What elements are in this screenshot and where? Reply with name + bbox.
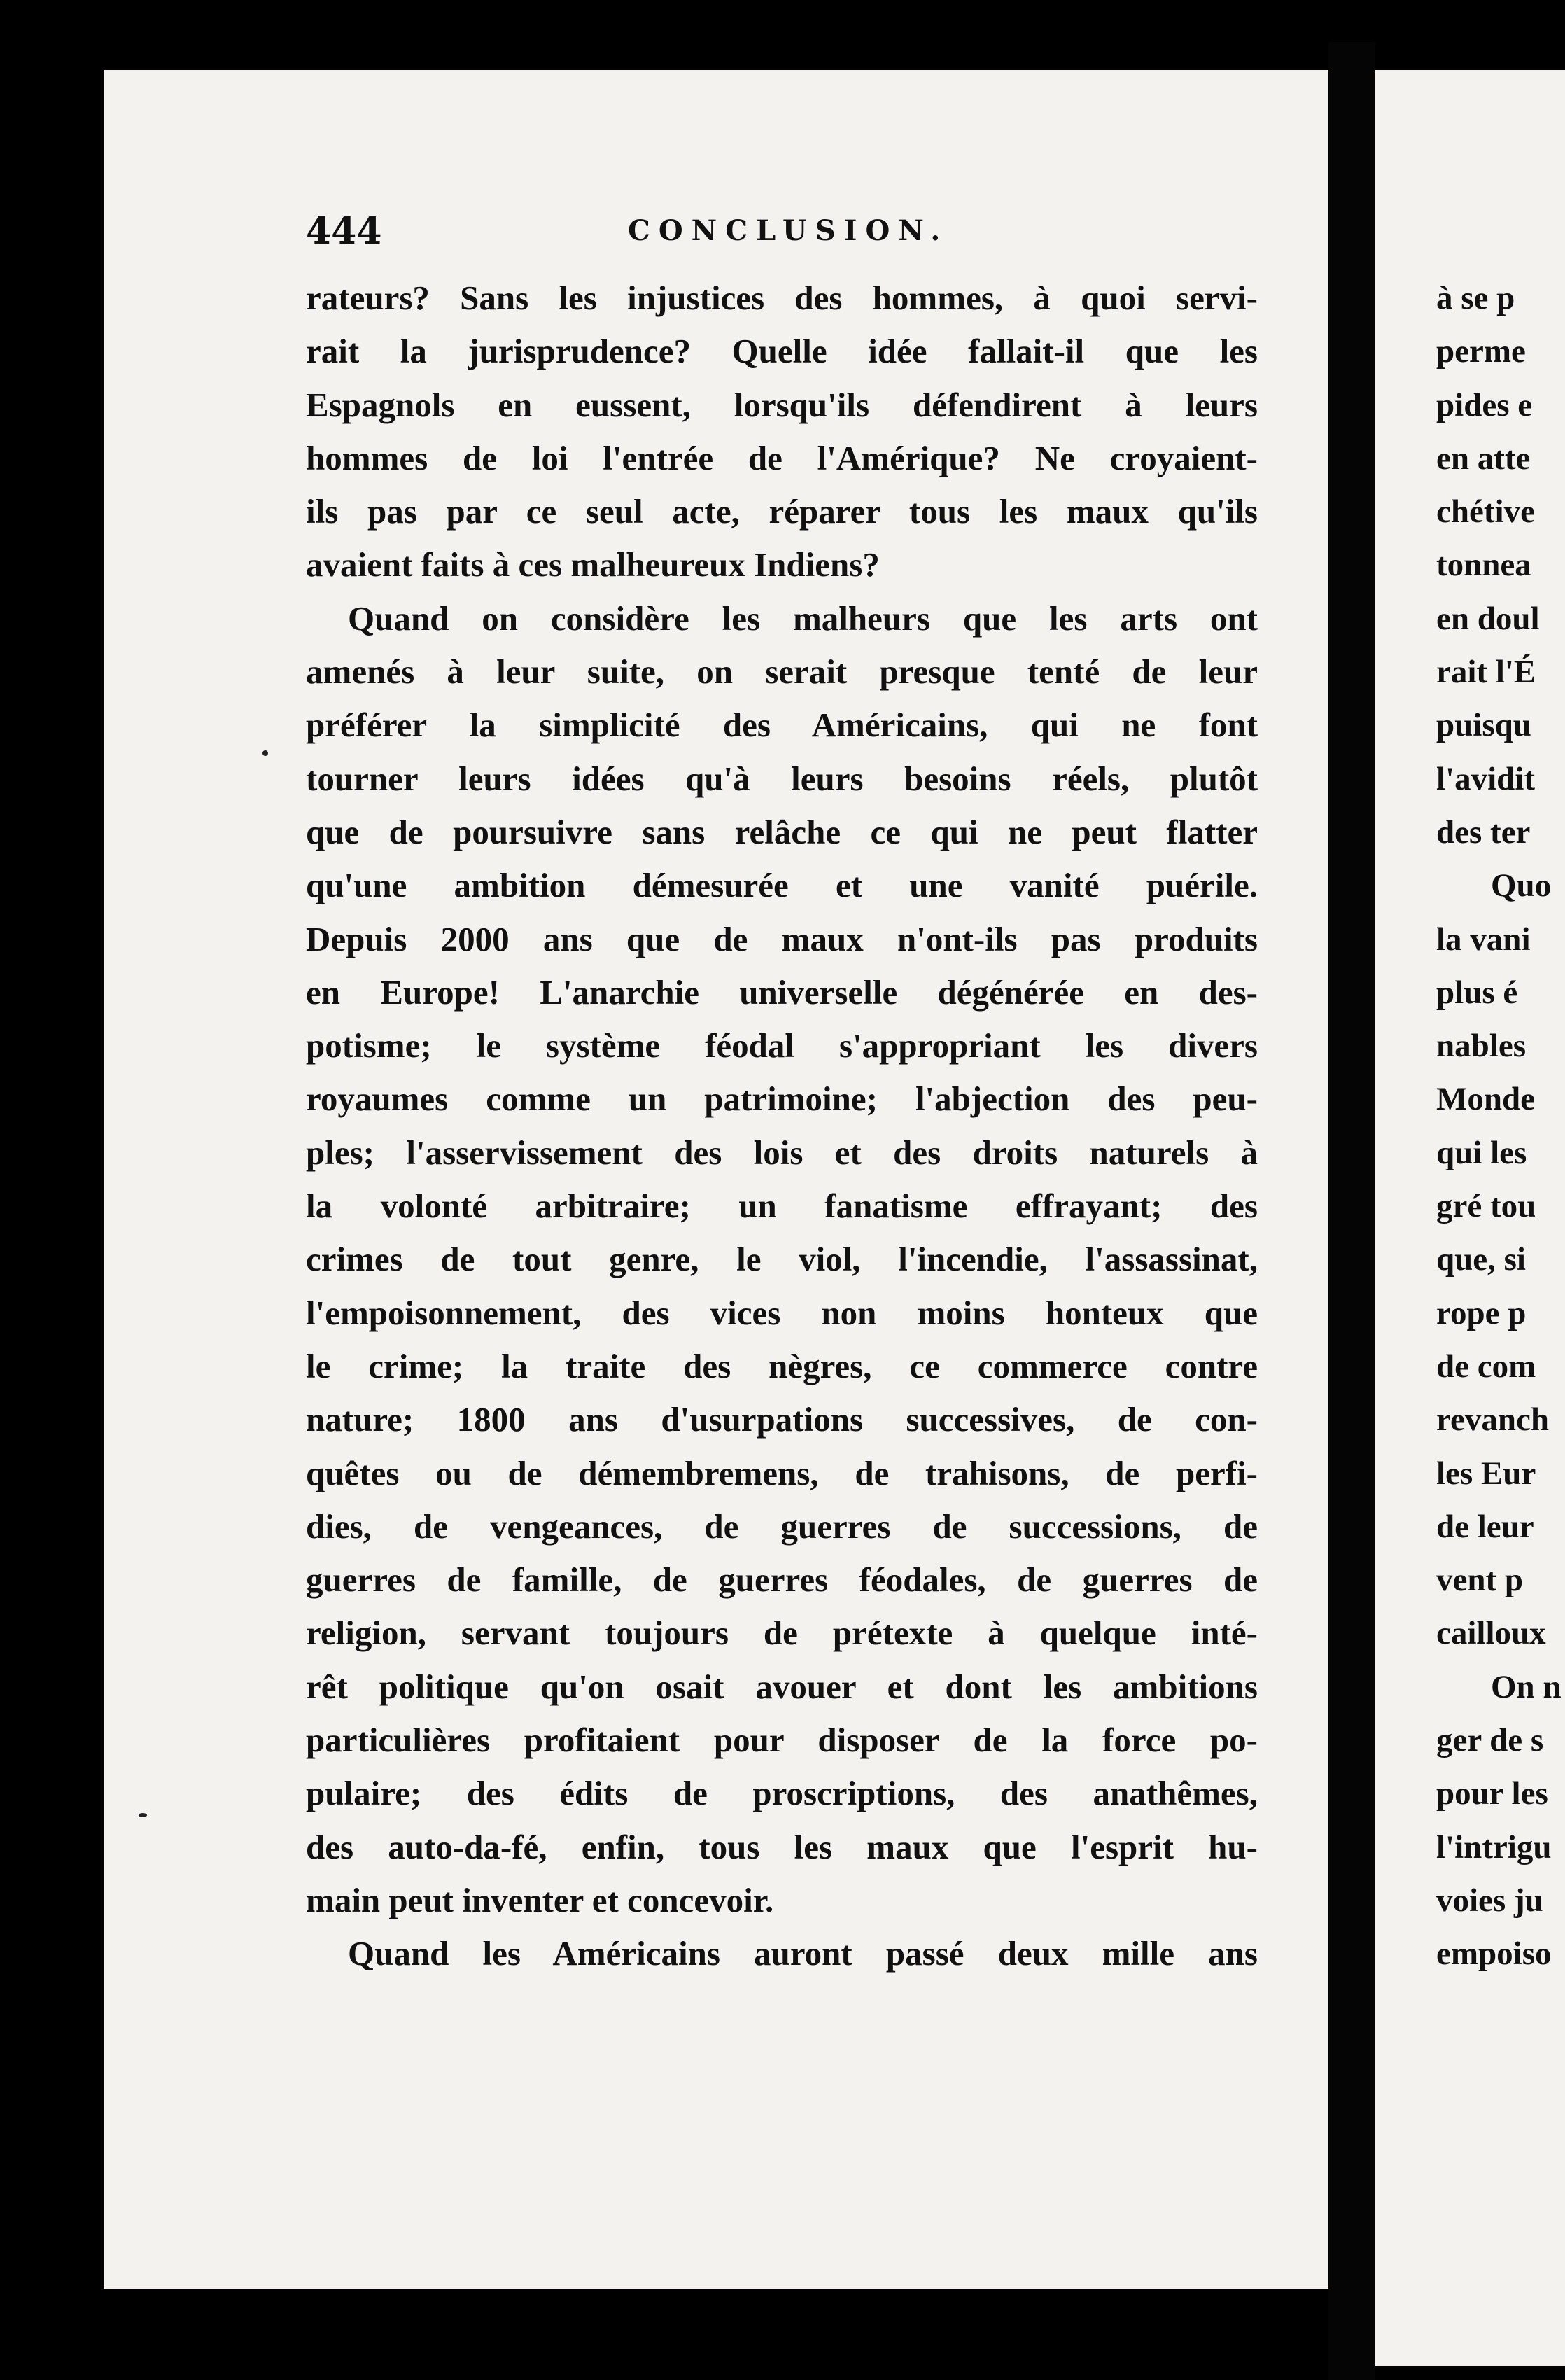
text-line: religion, servant toujours de prétexte à quelque inté-	[306, 1614, 1258, 1653]
text-line: crimes de tout genre, le viol, l'incendie, l'assassinat,	[306, 1240, 1258, 1279]
facing-text-line: l'avidit	[1436, 760, 1536, 797]
facing-text-line: cailloux	[1436, 1615, 1546, 1652]
facing-text-line: voies ju	[1436, 1882, 1543, 1919]
text-line: hommes de loi l'entrée de l'Amérique? Ne croyaient-	[306, 438, 1258, 477]
page-body-text	[306, 272, 1258, 1981]
text-line: royaumes comme un patrimoine; l'abjection des peu-	[306, 1079, 1258, 1119]
facing-text-line: Quo	[1491, 867, 1552, 904]
facing-text-line: l'intrigu	[1436, 1828, 1552, 1865]
facing-text-line: en atte	[1436, 440, 1531, 477]
text-line: Espagnols en eussent, lorsqu'ils défendirent à leurs	[306, 385, 1258, 424]
facing-text-line: nables	[1436, 1028, 1526, 1065]
text-line: que de poursuivre sans relâche ce qui ne peut flatter	[306, 812, 1258, 851]
text-line: dies, de vengeances, de guerres de successions, de	[306, 1506, 1258, 1546]
facing-text-line: rait l'É	[1436, 654, 1536, 691]
facing-text-line: plus é	[1436, 974, 1518, 1011]
facing-text-line: rope p	[1436, 1294, 1527, 1331]
facing-page-text-fragment	[1436, 272, 1565, 1981]
text-line: amenés à leur suite, on serait presque tenté de leur	[306, 652, 1258, 692]
text-line: ils pas par ce seul acte, réparer tous les maux qu'ils	[306, 492, 1258, 531]
text-line: pulaire; des édits de proscriptions, des anathêmes,	[306, 1774, 1258, 1813]
facing-text-line: pides e	[1436, 386, 1533, 424]
text-line: main peut inventer et concevoir.	[306, 1880, 774, 1919]
facing-text-line: empoiso	[1436, 1935, 1552, 1973]
facing-text-line: chétive	[1436, 493, 1535, 531]
running-title: CONCLUSION.	[628, 214, 949, 247]
text-line: guerres de famille, de guerres féodales, de guerres de	[306, 1560, 1258, 1600]
facing-text-line: les Eur	[1436, 1455, 1536, 1492]
ink-speck	[139, 1813, 147, 1817]
text-line: en Europe! L'anarchie universelle dégénérée en des-	[306, 972, 1258, 1011]
text-line: qu'une ambition démesurée et une vanité puérile.	[306, 866, 1258, 905]
facing-text-line: pour les	[1436, 1775, 1548, 1812]
facing-text-line: perme	[1436, 333, 1526, 370]
facing-text-line: vent p	[1436, 1562, 1524, 1599]
text-line: préférer la simplicité des Américains, qui ne font	[306, 706, 1258, 745]
text-line: l'empoisonnement, des vices non moins honteux que	[306, 1293, 1258, 1332]
text-line: avaient faits à ces malheureux Indiens?	[306, 545, 880, 584]
facing-text-line: que, si	[1436, 1241, 1526, 1278]
facing-text-line: des ter	[1436, 813, 1531, 850]
book-gutter	[1328, 42, 1375, 2380]
facing-text-line: Monde	[1436, 1081, 1535, 1118]
text-line: Quand on considère les malheurs que les arts ont	[348, 598, 1258, 638]
text-line: nature; 1800 ans d'usurpations successives, de con-	[306, 1400, 1258, 1439]
facing-text-line: ger de s	[1436, 1722, 1544, 1759]
text-line: rêt politique qu'on osait avouer et dont les ambitions	[306, 1667, 1258, 1706]
page-number: 444	[306, 210, 382, 253]
facing-text-line: à se p	[1436, 280, 1515, 316]
text-line: quêtes ou de démembremens, de trahisons, de perfi-	[306, 1453, 1258, 1492]
text-line: potisme; le système féodal s'appropriant les divers	[306, 1026, 1258, 1065]
running-head	[306, 210, 1258, 266]
facing-text-line: revanch	[1436, 1401, 1550, 1438]
facing-text-line: la vani	[1436, 920, 1531, 958]
facing-text-line: qui les	[1436, 1134, 1527, 1171]
facing-text-line: puisqu	[1436, 707, 1531, 744]
text-line: ples; l'asservissement des lois et des droits naturels à	[306, 1133, 1258, 1172]
facing-text-line: gré tou	[1436, 1188, 1536, 1225]
text-line: le crime; la traite des nègres, ce commerce contre	[306, 1346, 1258, 1385]
text-line: rait la jurisprudence? Quelle idée fallait-il que les	[306, 332, 1258, 371]
ink-speck	[262, 750, 268, 756]
text-line: Depuis 2000 ans que de maux n'ont-ils pas produits	[306, 919, 1258, 958]
text-line: la volonté arbitraire; un fanatisme effrayant; des	[306, 1186, 1258, 1226]
text-line: particulières profitaient pour disposer de la force po-	[306, 1721, 1258, 1760]
text-line: Quand les Américains auront passé deux mille ans	[348, 1934, 1258, 1973]
text-line: des auto-da-fé, enfin, tous les maux que l'esprit hu-	[306, 1827, 1258, 1866]
text-line: tourner leurs idées qu'à leurs besoins réels, plutôt	[306, 759, 1258, 798]
facing-text-line: de leur	[1436, 1508, 1534, 1545]
facing-text-line: en doul	[1436, 600, 1540, 637]
facing-text-line: de com	[1436, 1348, 1536, 1385]
text-line: rateurs? Sans les injustices des hommes, à quoi servi-	[306, 279, 1258, 317]
facing-text-line: On n	[1491, 1668, 1562, 1705]
facing-text-line: tonnea	[1436, 547, 1531, 584]
